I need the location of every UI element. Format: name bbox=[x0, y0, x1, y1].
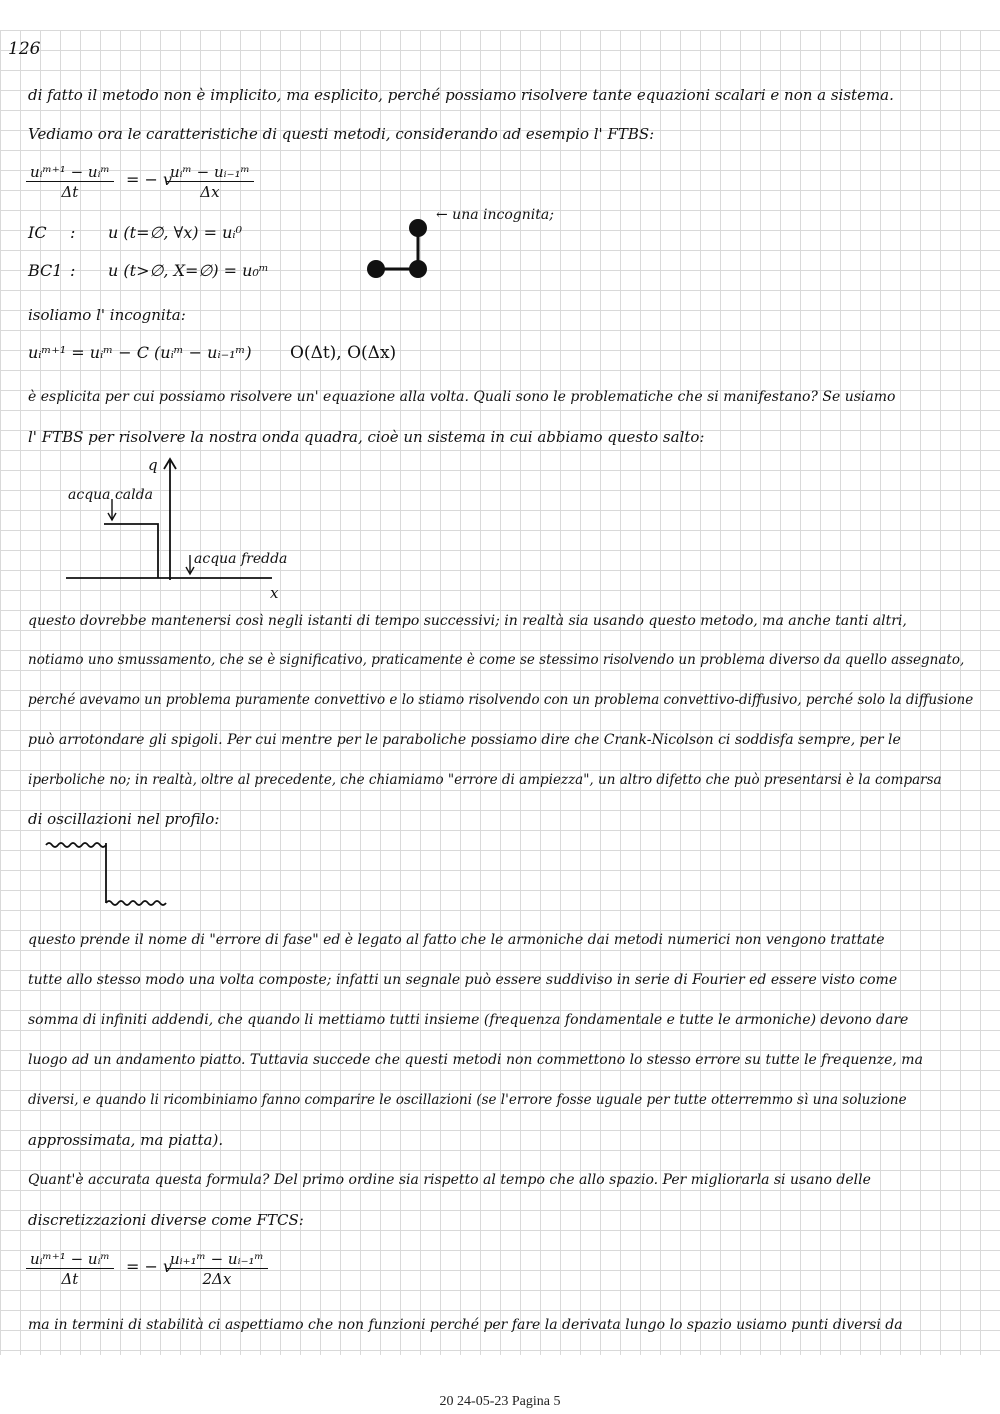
text-line: può arrotondare gli spigoli. Per cui mentre per le paraboliche possiamo dire che Crank-Nicolson ci soddisfa sempre, per le bbox=[28, 732, 901, 748]
x-axis-label: x bbox=[270, 584, 279, 602]
fraction-numerator: uᵢᵐ⁺¹ − uᵢᵐ bbox=[26, 163, 114, 182]
text-line: Vediamo ora le caratteristiche di questi metodi, considerando ad esempio l' FTBS: bbox=[28, 125, 655, 143]
fraction bbox=[26, 163, 114, 201]
equation-operator: = − v bbox=[126, 1257, 173, 1276]
y-axis-label: q bbox=[148, 456, 158, 474]
text-line: tutte allo stesso modo una volta composte; infatti un segnale può essere suddiviso in serie di Fourier ed essere visto come bbox=[28, 972, 898, 988]
text-line: di fatto il metodo non è implicito, ma esplicito, perché possiamo risolvere tante equazioni scalari e non a sistema. bbox=[28, 86, 894, 104]
ic-equation: u (t=∅, ∀x) = uᵢ⁰ bbox=[108, 223, 243, 242]
stencil-label: ← una incognita; bbox=[436, 207, 554, 223]
text-line: questo prende il nome di "errore di fase" ed è legato al fatto che le armoniche dai metodi numerici non vengono trattate bbox=[28, 932, 885, 948]
fraction-denominator: Δt bbox=[61, 1270, 79, 1288]
ic-label: IC bbox=[28, 223, 47, 242]
text-line: l' FTBS per risolvere la nostra onda quadra, cioè un sistema in cui abbiamo questo salto: bbox=[28, 428, 705, 446]
cold-water-label: acqua fredda bbox=[194, 551, 288, 567]
text-line: di oscillazioni nel profilo: bbox=[28, 810, 220, 828]
text-line: perché avevamo un problema puramente convettivo e lo stiamo risolvendo con un problema convettivo-diffusivo, perché solo la diffusione bbox=[28, 692, 974, 708]
text-line: notiamo uno smussamento, che se è significativo, praticamente è come se stessimo risolvendo un problema diverso da quello assegnato, bbox=[28, 652, 965, 668]
fraction-denominator: 2Δx bbox=[202, 1270, 232, 1288]
text-line: isoliamo l' incognita: bbox=[28, 306, 186, 324]
bc-equation: u (t>∅, X=∅) = u₀ᵐ bbox=[108, 261, 269, 280]
text-line: Quant'è accurata questa formula? Del primo ordine sia rispetto al tempo che allo spazio. Per migliorarla si usano delle bbox=[28, 1172, 871, 1188]
text-line: approssimata, ma piatta). bbox=[28, 1131, 224, 1149]
hot-water-label: acqua calda bbox=[68, 487, 153, 503]
text-line: discretizzazioni diverse come FTCS: bbox=[28, 1211, 304, 1229]
fraction bbox=[166, 1250, 268, 1288]
bc-label: BC1 bbox=[28, 261, 63, 280]
stencil-diagram bbox=[362, 214, 442, 284]
text-line: diversi, e quando li ricombiniamo fanno comparire le oscillazioni (se l'errore fosse uguale per tutte otterremmo sì una soluzione bbox=[28, 1092, 907, 1108]
oscillation-sketch bbox=[42, 835, 182, 915]
explicit-equation: uᵢᵐ⁺¹ = uᵢᵐ − C (uᵢᵐ − uᵢ₋₁ᵐ) bbox=[28, 343, 252, 362]
fraction-denominator: Δx bbox=[200, 183, 220, 201]
text-line: ma in termini di stabilità ci aspettiamo che non funzioni perché per fare la derivata lungo lo spazio usiamo punti diversi da bbox=[28, 1317, 903, 1333]
fraction-numerator: uᵢᵐ⁺¹ − uᵢᵐ bbox=[26, 1250, 114, 1269]
fraction-numerator: uᵢ₊₁ᵐ − uᵢ₋₁ᵐ bbox=[166, 1250, 268, 1269]
text-line: luogo ad un andamento piatto. Tuttavia succede che questi metodi non commettono lo stesso errore su tutte le frequenze, ma bbox=[28, 1052, 923, 1068]
fraction bbox=[26, 1250, 114, 1288]
fraction bbox=[166, 163, 254, 201]
text-line: somma di infiniti addendi, che quando li mettiamo tutti insieme (frequenza fondamentale e tutte le armoniche) devono dare bbox=[28, 1012, 909, 1028]
square-wave-sketch bbox=[60, 455, 300, 595]
order-of-accuracy: O(Δt), O(Δx) bbox=[290, 343, 397, 363]
text-line: è esplicita per cui possiamo risolvere un' equazione alla volta. Quali sono le problematiche che si manifestano? Se usiamo bbox=[28, 389, 896, 405]
text-line: iperboliche no; in realtà, oltre al precedente, che chiamiamo "errore di ampiezza", un altro difetto che può presentarsi è la comparsa bbox=[28, 772, 942, 788]
fraction-numerator: uᵢᵐ − uᵢ₋₁ᵐ bbox=[166, 163, 254, 182]
equation-operator: = − v bbox=[126, 170, 173, 189]
bc-colon: : bbox=[70, 261, 76, 280]
ic-colon: : bbox=[70, 223, 76, 242]
text-line: questo dovrebbe mantenersi così negli istanti di tempo successivi; in realtà sia usando questo metodo, ma anche tanti altri, bbox=[28, 613, 907, 629]
fraction-denominator: Δt bbox=[61, 183, 79, 201]
page-number: 126 bbox=[8, 39, 41, 59]
page-footer: 20 24-05-23 Pagina 5 bbox=[439, 1394, 561, 1409]
